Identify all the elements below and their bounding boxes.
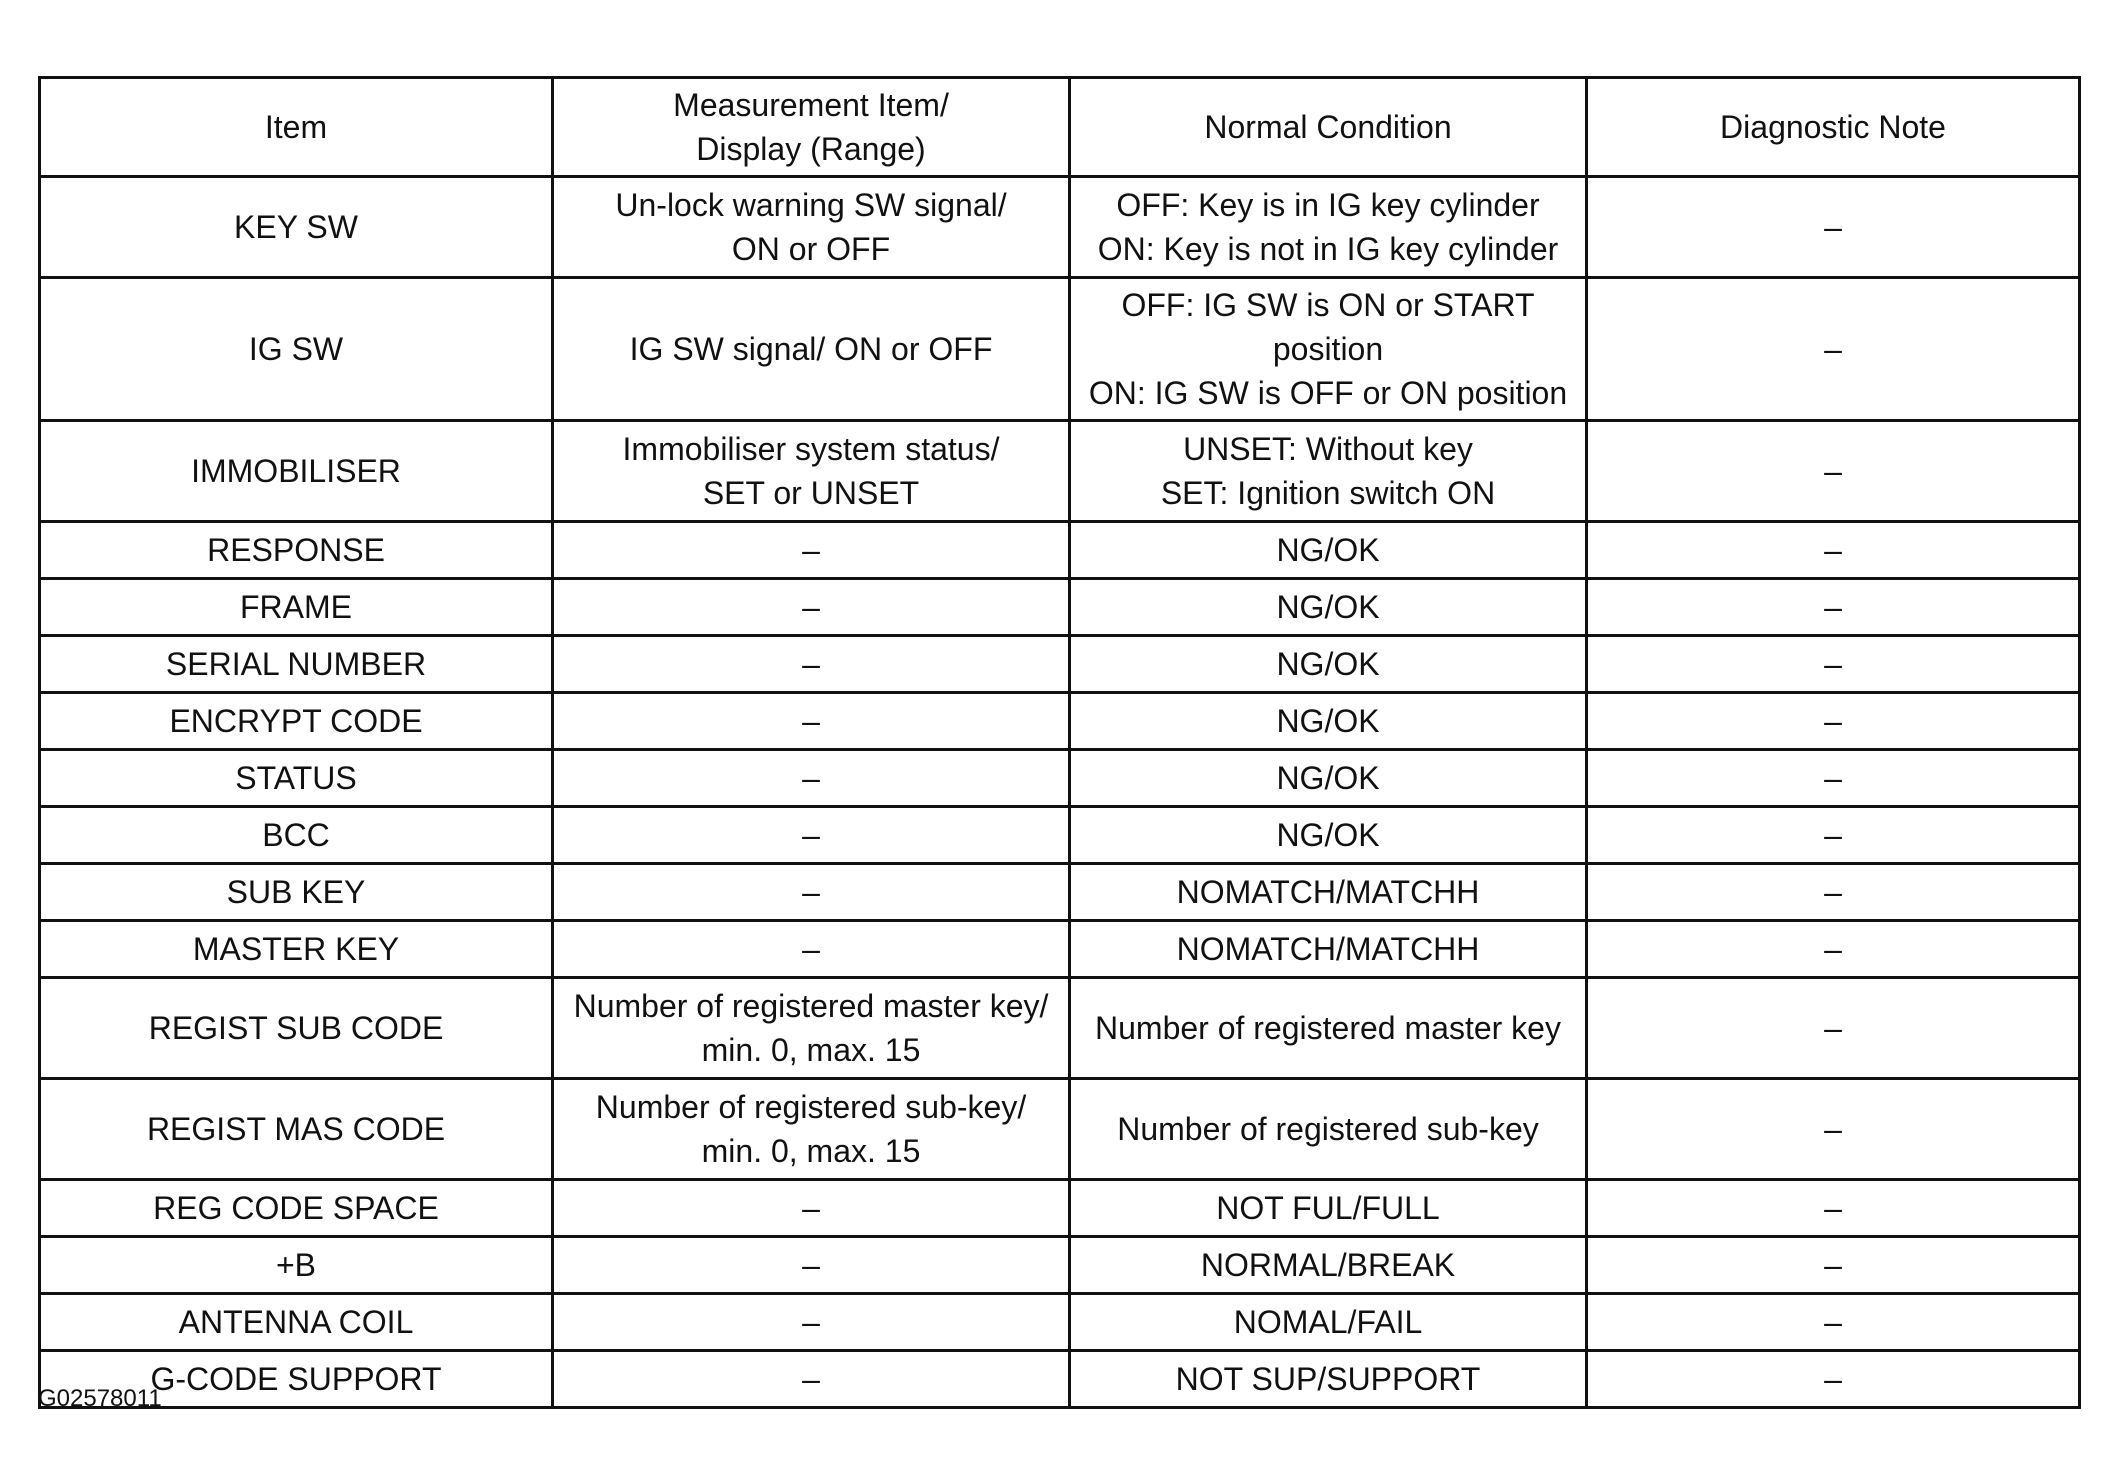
table-row	[40, 522, 2080, 579]
cell-item: IG SW	[40, 278, 553, 421]
cell-normal-condition: NG/OK	[1070, 750, 1587, 807]
cell-normal-condition: NOT FUL/FULL	[1070, 1180, 1587, 1237]
header-item: Item	[40, 78, 553, 177]
cell-normal-condition: OFF: Key is in IG key cylinder ON: Key is not in IG key cylinder	[1070, 177, 1587, 278]
table-row	[40, 1237, 2080, 1294]
cell-normal-condition: NG/OK	[1070, 522, 1587, 579]
cell-diagnostic-note: –	[1587, 1351, 2080, 1408]
table-row	[40, 750, 2080, 807]
table-row	[40, 636, 2080, 693]
cell-item: FRAME	[40, 579, 553, 636]
table-row	[40, 278, 2080, 421]
cell-item: REGIST SUB CODE	[40, 978, 553, 1079]
cell-normal-condition: NG/OK	[1070, 579, 1587, 636]
cell-measurement: –	[553, 636, 1070, 693]
cell-measurement: –	[553, 1351, 1070, 1408]
cell-normal-condition: OFF: IG SW is ON or START position ON: IG SW is OFF or ON position	[1070, 278, 1587, 421]
cell-diagnostic-note: –	[1587, 750, 2080, 807]
cell-item: +B	[40, 1237, 553, 1294]
cell-measurement: Number of registered sub-key/ min. 0, max. 15	[553, 1079, 1070, 1180]
cell-normal-condition: NG/OK	[1070, 636, 1587, 693]
cell-measurement: –	[553, 1294, 1070, 1351]
cell-measurement: –	[553, 579, 1070, 636]
cell-normal-condition: Number of registered sub-key	[1070, 1079, 1587, 1180]
cell-diagnostic-note: –	[1587, 807, 2080, 864]
cell-measurement: –	[553, 1237, 1070, 1294]
header-measurement: Measurement Item/ Display (Range)	[553, 78, 1070, 177]
cell-diagnostic-note: –	[1587, 636, 2080, 693]
table-row	[40, 693, 2080, 750]
table-row	[40, 807, 2080, 864]
cell-item: G-CODE SUPPORT	[40, 1351, 553, 1408]
cell-diagnostic-note: –	[1587, 1237, 2080, 1294]
cell-measurement: –	[553, 522, 1070, 579]
cell-item: REG CODE SPACE	[40, 1180, 553, 1237]
cell-measurement: Un-lock warning SW signal/ ON or OFF	[553, 177, 1070, 278]
cell-item: REGIST MAS CODE	[40, 1079, 553, 1180]
header-normal-condition: Normal Condition	[1070, 78, 1587, 177]
cell-measurement: –	[553, 750, 1070, 807]
cell-item: SERIAL NUMBER	[40, 636, 553, 693]
cell-item: BCC	[40, 807, 553, 864]
cell-normal-condition: NOT SUP/SUPPORT	[1070, 1351, 1587, 1408]
cell-diagnostic-note: –	[1587, 579, 2080, 636]
cell-item: ANTENNA COIL	[40, 1294, 553, 1351]
cell-normal-condition: NG/OK	[1070, 807, 1587, 864]
cell-measurement: –	[553, 693, 1070, 750]
table-header-row	[40, 78, 2080, 177]
table-row	[40, 864, 2080, 921]
cell-measurement: –	[553, 1180, 1070, 1237]
figure-code: G02578011	[38, 1385, 162, 1412]
cell-diagnostic-note: –	[1587, 978, 2080, 1079]
cell-diagnostic-note: –	[1587, 1294, 2080, 1351]
cell-diagnostic-note: –	[1587, 693, 2080, 750]
cell-item: MASTER KEY	[40, 921, 553, 978]
cell-diagnostic-note: –	[1587, 278, 2080, 421]
cell-diagnostic-note: –	[1587, 1180, 2080, 1237]
cell-measurement: –	[553, 807, 1070, 864]
cell-measurement: –	[553, 864, 1070, 921]
cell-measurement: Immobiliser system status/ SET or UNSET	[553, 421, 1070, 522]
cell-measurement: Number of registered master key/ min. 0, max. 15	[553, 978, 1070, 1079]
cell-item: SUB KEY	[40, 864, 553, 921]
table-row	[40, 1294, 2080, 1351]
cell-diagnostic-note: –	[1587, 921, 2080, 978]
header-diagnostic-note: Diagnostic Note	[1587, 78, 2080, 177]
cell-item: RESPONSE	[40, 522, 553, 579]
table-row	[40, 177, 2080, 278]
cell-measurement: IG SW signal/ ON or OFF	[553, 278, 1070, 421]
cell-normal-condition: NG/OK	[1070, 693, 1587, 750]
table-row	[40, 1180, 2080, 1237]
cell-normal-condition: NOMATCH/MATCHH	[1070, 921, 1587, 978]
cell-normal-condition: Number of registered master key	[1070, 978, 1587, 1079]
table-row	[40, 421, 2080, 522]
cell-item: STATUS	[40, 750, 553, 807]
table-row	[40, 1079, 2080, 1180]
table-row	[40, 921, 2080, 978]
cell-diagnostic-note: –	[1587, 1079, 2080, 1180]
cell-normal-condition: NOMAL/FAIL	[1070, 1294, 1587, 1351]
diagnostic-data-table	[38, 76, 2081, 1409]
cell-normal-condition: NOMATCH/MATCHH	[1070, 864, 1587, 921]
table-row	[40, 579, 2080, 636]
table-row	[40, 978, 2080, 1079]
cell-item: IMMOBILISER	[40, 421, 553, 522]
cell-normal-condition: NORMAL/BREAK	[1070, 1237, 1587, 1294]
cell-item: ENCRYPT CODE	[40, 693, 553, 750]
table-row	[40, 1351, 2080, 1408]
cell-diagnostic-note: –	[1587, 864, 2080, 921]
cell-normal-condition: UNSET: Without key SET: Ignition switch ON	[1070, 421, 1587, 522]
cell-diagnostic-note: –	[1587, 421, 2080, 522]
cell-measurement: –	[553, 921, 1070, 978]
cell-item: KEY SW	[40, 177, 553, 278]
table-body	[40, 177, 2080, 1408]
cell-diagnostic-note: –	[1587, 177, 2080, 278]
cell-diagnostic-note: –	[1587, 522, 2080, 579]
